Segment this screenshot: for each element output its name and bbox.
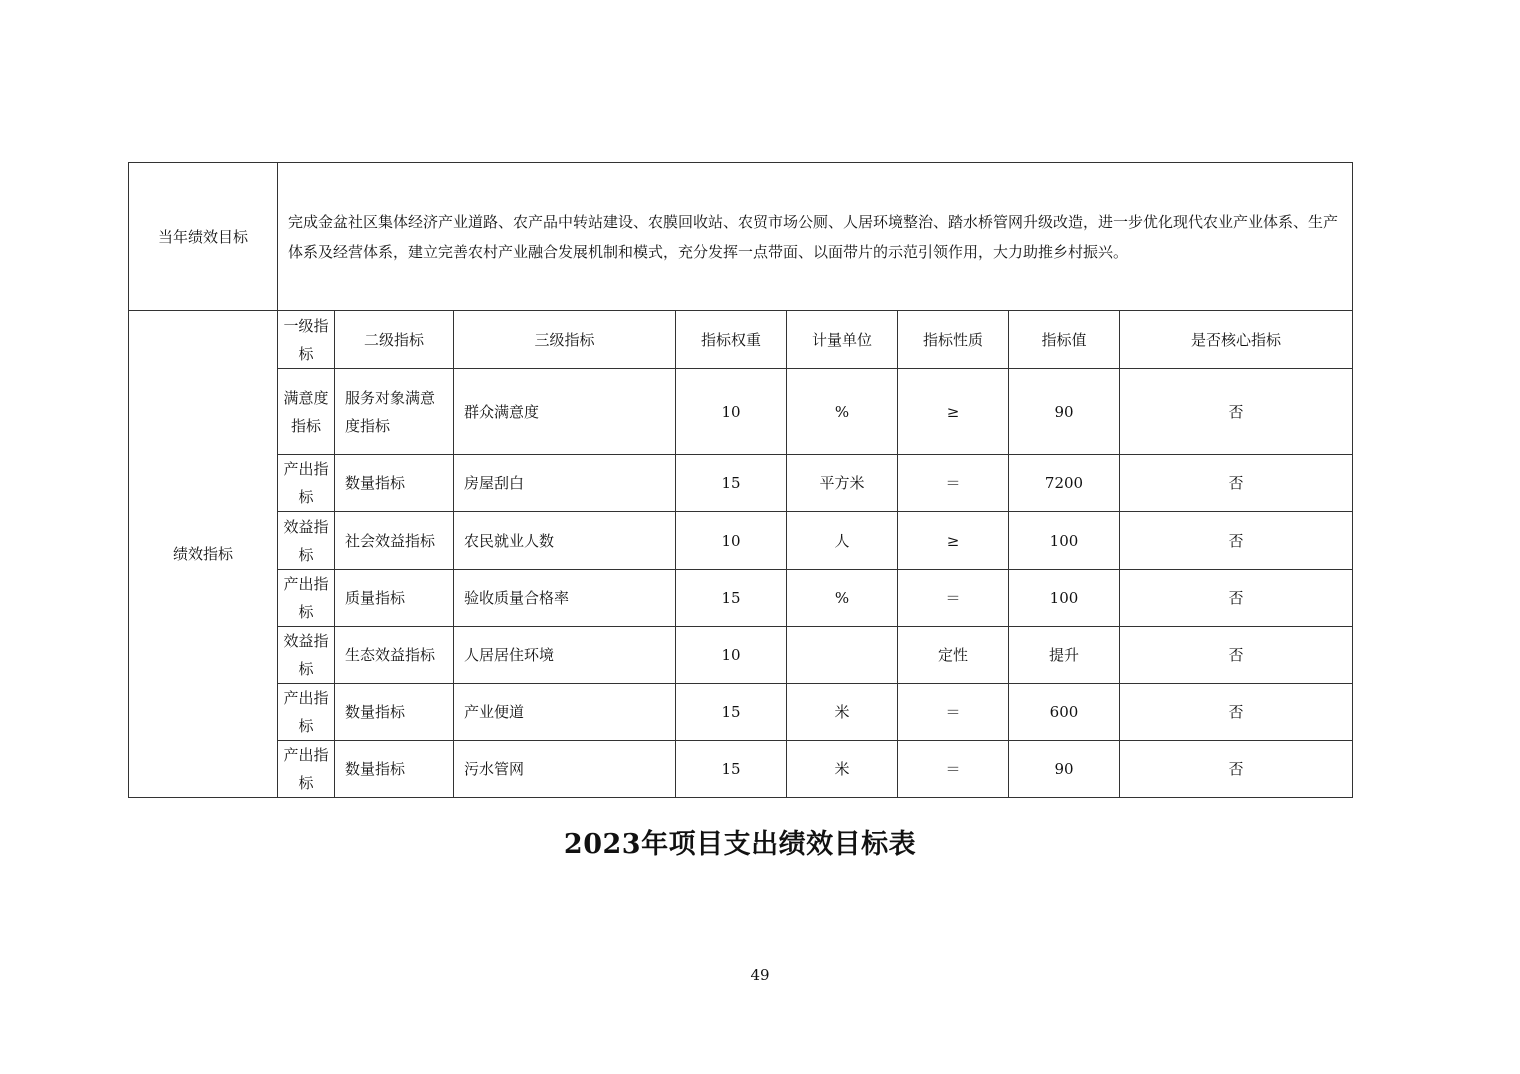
row-level2: 数量指标 (335, 684, 454, 741)
row-value: 100 (1009, 512, 1120, 570)
row-unit: % (787, 570, 898, 627)
row-weight: 15 (676, 455, 787, 512)
row-level1: 满意度指标 (278, 369, 335, 455)
next-table-title: 2023年项目支出绩效目标表 (563, 829, 917, 860)
row-level3: 农民就业人数 (454, 512, 676, 570)
row-weight: 10 (676, 512, 787, 570)
goal-text: 完成金盆社区集体经济产业道路、农产品中转站建设、农膜回收站、农贸市场公厕、人居环境整治、踏水桥管网升级改造，进一步优化现代农业产业体系、生产体系及经营体系，建立完善农村产业融合发展机制和模式，充分发挥一点带面、以面带片的示范引领作用，大力助推乡村振兴。 (278, 163, 1353, 311)
row-level3: 验收质量合格率 (454, 570, 676, 627)
row-nature: ＝ (898, 455, 1009, 512)
row-level1: 产出指标 (278, 684, 335, 741)
row-level2: 服务对象满意度指标 (335, 369, 454, 455)
row-value: 90 (1009, 741, 1120, 798)
row-level2: 数量指标 (335, 455, 454, 512)
table-row (129, 369, 1353, 455)
row-level2: 社会效益指标 (335, 512, 454, 570)
row-level1: 产出指标 (278, 455, 335, 512)
row-level1: 产出指标 (278, 741, 335, 798)
row-level2: 数量指标 (335, 741, 454, 798)
row-value: 100 (1009, 570, 1120, 627)
performance-target-table (128, 162, 1353, 798)
table-row (129, 741, 1353, 798)
row-level3: 人居居住环境 (454, 627, 676, 684)
row-level3: 房屋刮白 (454, 455, 676, 512)
header-core: 是否核心指标 (1120, 311, 1353, 369)
row-weight: 10 (676, 627, 787, 684)
row-value: 7200 (1009, 455, 1120, 512)
row-nature: ＝ (898, 570, 1009, 627)
indicators-label: 绩效指标 (129, 311, 278, 798)
header-unit: 计量单位 (787, 311, 898, 369)
row-level3: 污水管网 (454, 741, 676, 798)
row-core: 否 (1120, 741, 1353, 798)
row-core: 否 (1120, 455, 1353, 512)
header-row (129, 311, 1353, 369)
row-nature: ≥ (898, 512, 1009, 570)
row-unit: 米 (787, 684, 898, 741)
row-core: 否 (1120, 369, 1353, 455)
table-row (129, 455, 1353, 512)
row-level3: 产业便道 (454, 684, 676, 741)
goal-row (129, 163, 1353, 311)
header-level3: 三级指标 (454, 311, 676, 369)
page-number: 49 (750, 966, 770, 984)
row-unit: 米 (787, 741, 898, 798)
row-level2: 质量指标 (335, 570, 454, 627)
row-weight: 15 (676, 570, 787, 627)
row-level1: 效益指标 (278, 512, 335, 570)
row-nature: 定性 (898, 627, 1009, 684)
row-nature: ≥ (898, 369, 1009, 455)
row-value: 600 (1009, 684, 1120, 741)
table-row (129, 627, 1353, 684)
row-nature: ＝ (898, 684, 1009, 741)
row-core: 否 (1120, 684, 1353, 741)
goal-label: 当年绩效目标 (129, 163, 278, 311)
row-core: 否 (1120, 570, 1353, 627)
row-unit: % (787, 369, 898, 455)
row-unit (787, 627, 898, 684)
row-nature: ＝ (898, 741, 1009, 798)
row-level1: 产出指标 (278, 570, 335, 627)
row-value: 提升 (1009, 627, 1120, 684)
table-row (129, 684, 1353, 741)
row-unit: 人 (787, 512, 898, 570)
row-level3: 群众满意度 (454, 369, 676, 455)
header-nature: 指标性质 (898, 311, 1009, 369)
row-weight: 10 (676, 369, 787, 455)
row-level2: 生态效益指标 (335, 627, 454, 684)
table-row (129, 570, 1353, 627)
row-weight: 15 (676, 741, 787, 798)
header-weight: 指标权重 (676, 311, 787, 369)
row-weight: 15 (676, 684, 787, 741)
row-level1: 效益指标 (278, 627, 335, 684)
row-core: 否 (1120, 512, 1353, 570)
header-level2: 二级指标 (335, 311, 454, 369)
header-level1: 一级指标 (278, 311, 335, 369)
row-unit: 平方米 (787, 455, 898, 512)
header-value: 指标值 (1009, 311, 1120, 369)
row-core: 否 (1120, 627, 1353, 684)
table-row (129, 512, 1353, 570)
row-value: 90 (1009, 369, 1120, 455)
